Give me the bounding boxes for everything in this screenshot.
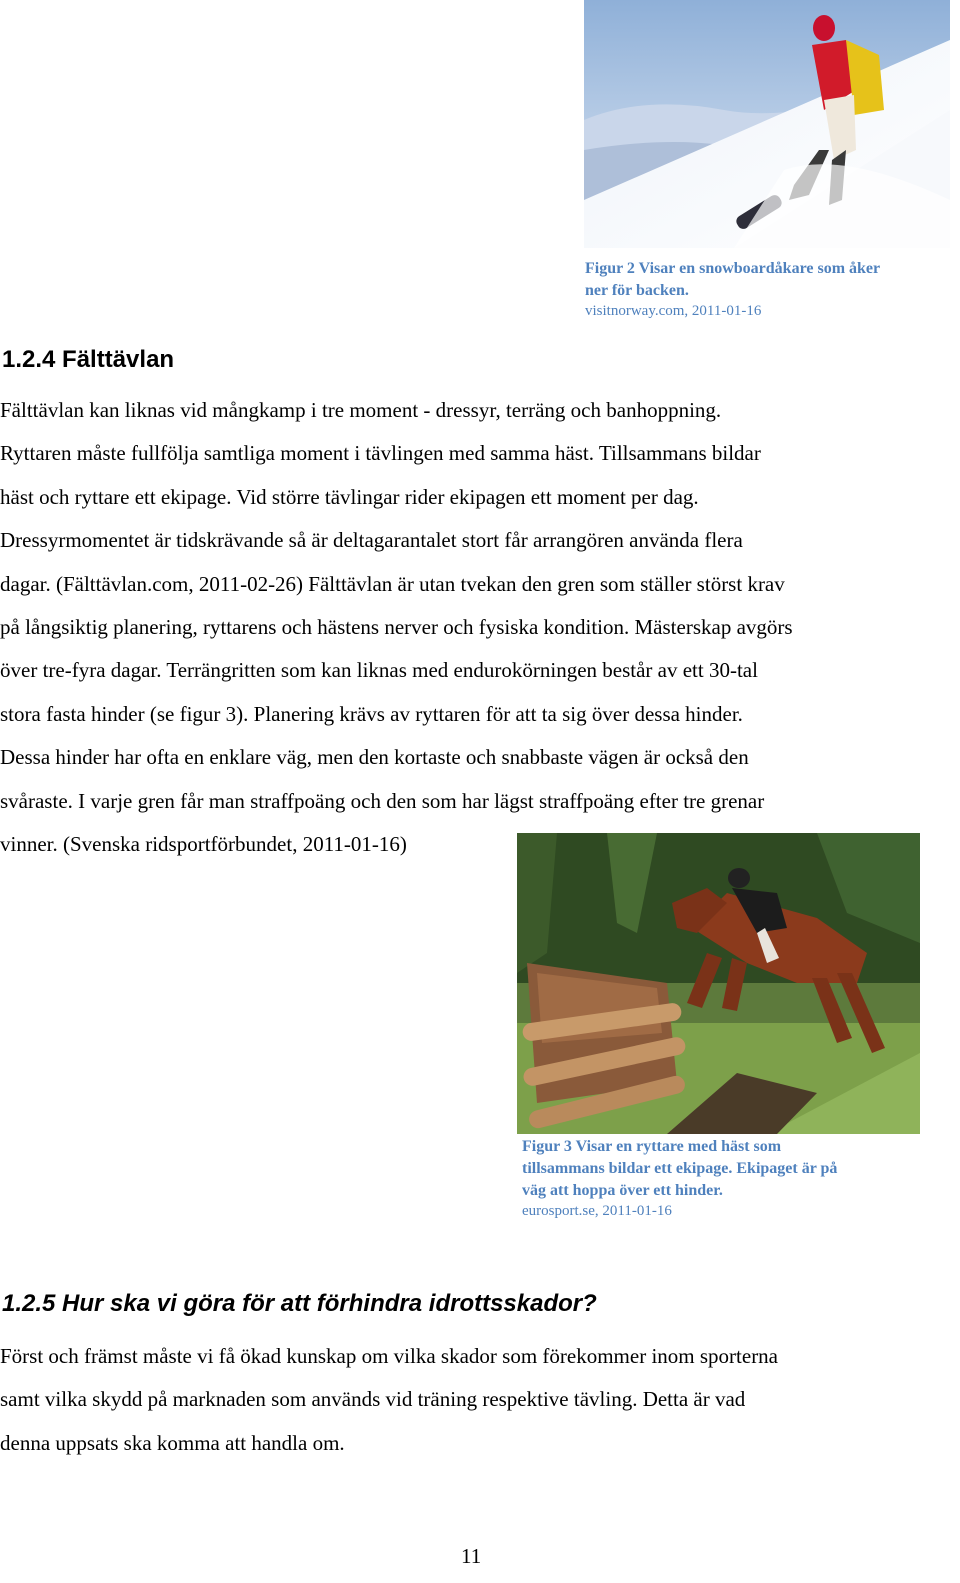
text-line: Fälttävlan kan liknas vid mångkamp i tre moment - dressyr, terräng och banhoppning.: [0, 398, 722, 422]
text-line: dagar. (Fälttävlan.com, 2011-02-26) Fälttävlan är utan tvekan den gren som ställer störst krav: [0, 571, 785, 596]
section-heading-1-2-4: 1.2.4 Fälttävlan: [2, 346, 175, 373]
caption-source: eurosport.se, 2011-01-16: [522, 1203, 672, 1219]
snowboarder-photo: [584, 0, 950, 248]
text-line: denna uppsats ska komma att handla om.: [0, 1430, 345, 1455]
caption-source: visitnorway.com, 2011-01-16: [585, 303, 762, 319]
figure-2-caption: [585, 258, 960, 321]
text-line: vinner. (Svenska ridsportförbundet, 2011-01-16): [0, 832, 407, 857]
text-line: över tre-fyra dagar. Terrängritten som kan liknas med endurokörningen består av ett 30-tal: [0, 658, 758, 683]
caption-line: Figur 3 Visar en ryttare med häst som: [522, 1138, 782, 1155]
text-line: Dressyrmomentet är tidskrävande så är deltagarantalet stort får arrangören använda flera: [0, 528, 743, 553]
caption-line: väg att hoppa över ett hinder.: [522, 1182, 723, 1199]
horse-jump-photo: [517, 833, 920, 1134]
section-1-body: [0, 389, 960, 866]
text-line: på långsiktig planering, ryttarens och hästens nerver och fysiska kondition. Mästerskap avgörs: [0, 615, 793, 640]
caption-line: ner för backen.: [585, 282, 689, 299]
section-heading-1-2-5: 1.2.5 Hur ska vi göra för att förhindra idrottsskador?: [2, 1290, 597, 1317]
section-2-body: [0, 1335, 960, 1465]
caption-line: Figur 2 Visar en snowboardåkare som åker: [585, 260, 881, 277]
caption-line: tillsammans bildar ett ekipage. Ekipaget är på: [522, 1160, 838, 1177]
text-line: samt vilka skydd på marknaden som används vid träning respektive tävling. Detta är vad: [0, 1387, 746, 1412]
text-line: Ryttaren måste fullfölja samtliga moment i tävlingen med samma häst. Tillsammans bildar: [0, 441, 761, 466]
text-line: stora fasta hinder (se figur 3). Planering krävs av ryttaren för att ta sig över dessa hinder.: [0, 701, 743, 726]
page-number: 11: [461, 1544, 482, 1568]
text-line: Först och främst måste vi få ökad kunskap om vilka skador som förekommer inom sporterna: [0, 1344, 779, 1368]
text-line: svåraste. I varje gren får man straffpoäng och den som har lägst straffpoäng efter tre grenar: [0, 788, 765, 813]
figure-3-caption: [522, 1136, 922, 1221]
text-line: Dessa hinder har ofta en enklare väg, men den kortaste och snabbaste vägen är också den: [0, 745, 749, 770]
text-line: häst och ryttare ett ekipage. Vid större tävlingar rider ekipagen ett moment per dag.: [0, 484, 699, 509]
